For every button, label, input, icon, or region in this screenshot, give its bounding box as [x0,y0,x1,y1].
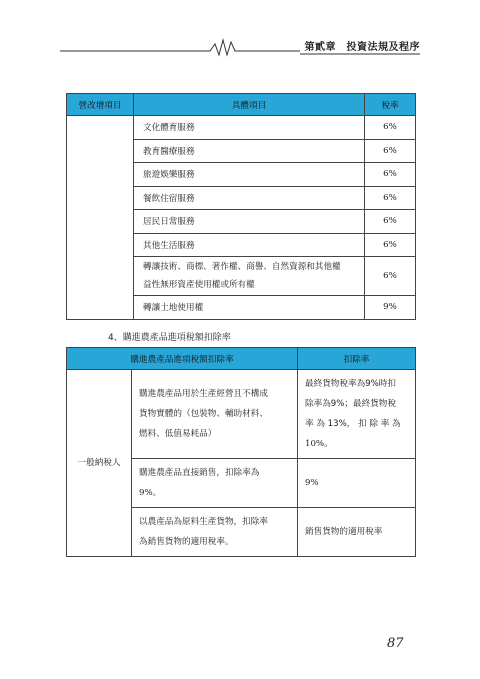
item-cell: 旅遊娛樂服務 [134,163,365,187]
header-deduction-rate: 扣除率 [298,348,416,370]
item-cell [134,257,365,296]
item-cell: 教育醫療服務 [134,139,365,163]
desc-cell [132,370,298,459]
vat-rate-table [66,93,416,320]
item-line: 轉讓技術、商標、著作權、商譽、自然資源和其他權 [143,262,341,272]
desc-line: 貨物實體的（包裝物、輔助材料、 [139,409,268,419]
rate-cell [298,370,416,459]
item-cell: 轉讓土地使用權 [134,296,365,320]
table-row [67,370,416,459]
item-cell: 餐飲住宿服務 [134,186,365,210]
header-rate: 稅率 [365,94,416,116]
section-title: 4、購進農產品進項稅額扣除率 [108,333,231,343]
rate-line: 最終貨物稅率為9%時扣 [305,379,396,389]
rate-cell: 6% [365,257,416,296]
rate-cell: 6% [365,186,416,210]
rate-cell: 6% [365,139,416,163]
rate-line: 除率為9%；最終貨物稅 [305,399,396,409]
page-header [60,32,420,58]
page-number: 87 [387,636,404,651]
header-specific-item: 具體項目 [134,94,365,116]
header-deduction-item: 購進農產品進項稅額扣除率 [67,348,298,370]
rate-cell: 6% [365,116,416,140]
rate-cell: 9% [365,296,416,320]
table-row [67,116,416,140]
desc-line: 9%。 [139,488,162,498]
item-line: 益性無形資產使用權或所有權 [143,280,255,290]
desc-cell [132,459,298,508]
item-cell: 居民日常服務 [134,210,365,234]
chapter-title: 第貳章 投資法規及程序 [304,42,420,53]
deduction-rate-table [66,347,416,557]
rate-line: 10%。 [305,439,333,449]
item-cell: 其他生活服務 [134,233,365,257]
rate-cell [298,508,416,557]
rate-cell: 6% [365,233,416,257]
desc-cell [132,508,298,557]
desc-line: 購進農產品直接銷售，扣除率為 [139,468,260,478]
rate-cell: 6% [365,163,416,187]
rate-line: 9% [305,478,319,488]
category-cell [67,116,134,320]
rate-line: 銷售貨物的適用稅率 [305,527,383,537]
desc-line: 燃料、低值易耗品） [139,429,217,439]
desc-line: 以農產品為原料生產貨物，扣除率 [139,517,268,527]
taxpayer-category-cell: 一般納稅人 [67,370,132,557]
header-reform-item: 營改增項目 [67,94,134,116]
rate-line: 率 為 13%， 扣 除 率 為 [305,419,401,429]
item-cell: 文化體育服務 [134,116,365,140]
rate-cell: 6% [365,210,416,234]
rate-cell [298,459,416,508]
desc-line: 為銷售貨物的適用稅率。 [139,537,234,547]
desc-line: 購進農產品用於生產經營且不構成 [139,389,268,399]
table-header-row [67,348,416,370]
table-header-row [67,94,416,116]
